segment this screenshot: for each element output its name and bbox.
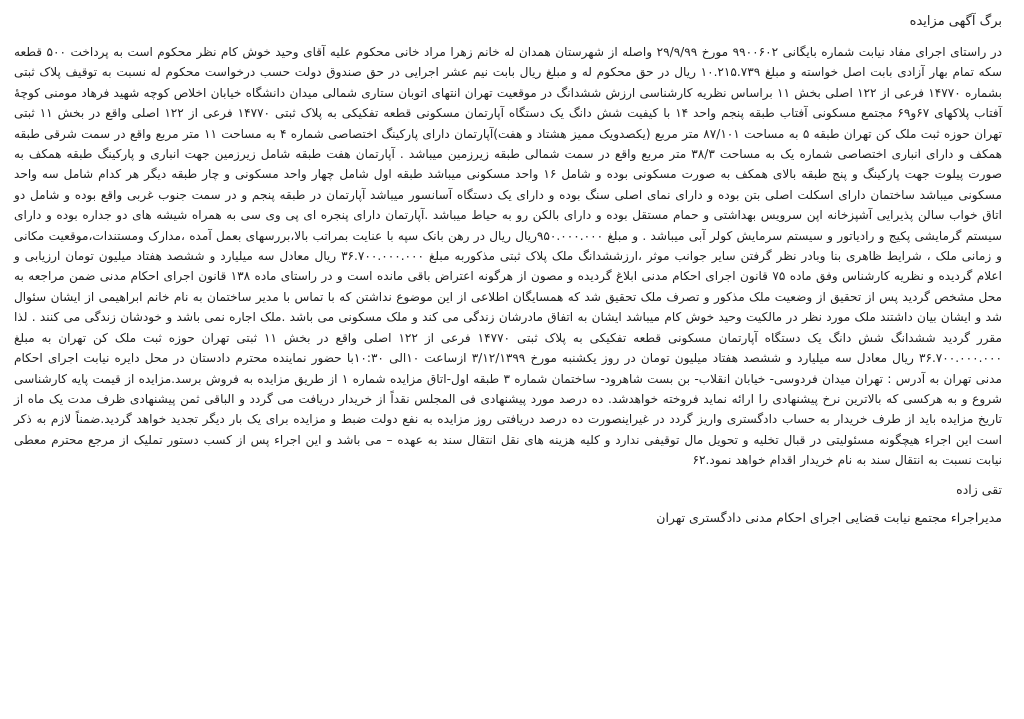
signer-office: مدیراجراء مجتمع نیابت قضایی اجرای احکام مدنی دادگستری تهران: [656, 509, 1002, 525]
notice-title: برگ آگهی مزایده: [909, 14, 1002, 29]
notice-body: در راستای اجرای مفاد نیابت شماره بایگانی ۹۹۰۰۶۰۲ مورخ ۲۹/۹/۹۹ واصله از شهرستان همدان له خانم زهرا مراد خانی محکوم علیه آقای وحید خوش کام نظر محکوم است به پرداخت ۵۰۰ قطعه سکه تمام بهار آزادی بابت اصل خواسته و مبلغ ۱۰.۲۱۵.۷۳۹ ریال در حق محکوم له و مبلغ ریال بابت نیم عشر اجرایی در حق صندوق دولت حسب درخواست محکوم له نسبت به توقیف پلاک ثبتی بشماره ۱۴۷۷۰ فرعی از ۱۲۲ اصلی بخش ۱۱ براساس نظریه کارشناسی ارزش ششدانگ در موقعیت تهران انتهای اتوبان ستاری شمالی میدان دانشگاه خیابان اخلاص کوچه شهید فرهاد مومنی کوچهٔ آفتاب پلاکهای ۶۷و۶۹ مجتمع مسکونی آفتاب طبقه پنجم واحد ۱۴ با کیفیت شش دانگ یک دستگاه آپارتمان مسکونی قطعه تفکیکی به پلاک ثبتی ۱۴۷۷۰ فرعی از ۱۲۲ اصلی واقع در بخش ۱۱ ثبتی تهران حوزه ثبت ملک کن تهران طبقه ۵ به مساحت ۸۷/۱۰۱ متر مربع (یکصدویک ممیز هشتاد و هفت)آپارتمان دارای پارکینگ اختصاصی شماره ۴ به مساحت ۱۱ متر مربع واقع در سمت شرقی طبقه همکف و دارای انباری اختصاصی شماره یک به مساحت ۳۸/۳ متر مربع واقع در سمت شمالی طبقه زیرزمین میباشد . آپارتمان هفت طبقه شامل زیرزمین جهت انباری و پارکینگ طبقه همکف به صورت پیلوت جهت پارکینگ و پنج طبقه بالای همکف به صورت مسکونی بوده و شامل ۱۶ واحد مسکونی میباشد طبقه اول شامل چهار واحد مسکونی و چار طبقه دیگر هر کدام شامل سه واحد مسکونی میباشد ساختمان دارای اسکلت اصلی بتن بوده و دارای نمای اصلی سنگ بوده و دارای یک دستگاه آسانسور میباشد آپارتمان در طبقه پنجم و در سمت جنوب غربی واقع بوده و شامل دو اتاق خواب سالن پذیرایی آشپزخانه اپن سرویس بهداشتی و حمام مستقل بوده و دارای بالکن رو به حیاط میباشد .آپارتمان دارای پنجره ای پی وی سی به همراه شیشه های دو جداره بوده و دارای سیستم گرمایشی پکیج و رادیاتور و سیستم سرمایش کولر آبی میباشد . و مبلغ ۹۵۰.۰۰۰.۰۰۰ریال ریال در رهن بانک سپه با عنایت بمراتب بالا،بررسهای بعمل آمده ،مدارک ومستندات،موقعیت مکانی و زمانی ملک ، شرایط ظاهری بنا وبادر نظر گرفتن سایر جوانب موثر ،ارزششدانگ ملک پلاک ثبتی مذکوربه مبلغ ۳۶.۷۰۰.۰۰۰.۰۰۰ ریال معادل سه میلیارد و ششصد هفتاد میلیون تومان ارزیابی و اعلام گردیده و نظریه کارشناس وفق ماده ۷۵ قانون اجرای احکام مدنی ابلاغ گردیده و مصون از هرگونه اعتراض باقی مانده است و در راستای ماده ۱۳۸ قانون اجرای احکام مدنی ضمن مراجعه به محل مشخص گردید پس از تحقیق از وضعیت ملک مذکور و تصرف ملک تحقیق شد که همسایگان اطلاعی از این موضوع نداشتن که با تماس با مدیر ساختمان به نام خانم ابراهیمی از ایشان سئوال شد و ایشان بیان داشتند ملک مورد نظر در مالکیت وحید خوش کام میباشد ایشان به اتفاق مادرشان زندگی می کند و ملک مسکونی می باشد .ملک اجاره نمی باشد و خودشان زندگی می کنند . لذا مقرر گردید ششدانگ شش دانگ یک دستگاه آپارتمان مسکونی قطعه تفکیکی به پلاک ثبتی ۱۴۷۷۰ فرعی از ۱۲۲ اصلی واقع در بخش ۱۱ ثبتی تهران حوزه ثبت ملک کن تهران به مبلغ ۳۶.۷۰۰.۰۰۰.۰۰۰ ریال معادل سه میلیارد و ششصد هفتاد میلیون تومان در روز یکشنبه مورخ ۳/۱۲/۱۳۹۹ ازساعت ۱۰الی ۱۰:۳۰با حضور نماینده محترم دادستان در محل دایره نیابت اجرای احکام مدنی تهران به آدرس : تهران میدان فردوسی- خیابان انقلاب- بن بست شاهرود- ساختمان شماره ۳ طبقه اول-اتاق مزایده شماره ۱ از طریق مزایده به فروش برسد.مزایده از قیمت پایه کارشناسی شروع و به هرکسی که بالاترین نرخ پیشنهادی را ارائه نماید فروخته خواهدشد. ده درصد مورد پیشنهادی فی المجلس نقداً از خریدار دریافت می گردد و الباقی ثمن پیشنهادی ظرف مدت یک ماه از تاریخ مزایده باید از طرف خریدار به حساب دادگستری واریز گردد در غیراینصورت ده درصد دریافتی روز مزایده به نفع دولت ضبط و مزایده برای یک بار دیگر تجدید خواهد گردید.ضمناً لازم به ذکر است این اجراء هیچگونه مسئولیتی در قبال تخلیه و تحویل مال توقیفی ندارد و کلیه هزینه های نقل انتقال سند به عهده – می باشد و این اجراء پس از کسب دستور تملیک از مرجع محترم معطی نیابت نسبت به انتقال سند به نام خریدار اقدام خواهد نمود.۶۲: [14, 45, 1003, 468]
signer-name: تقی زاده: [956, 481, 1002, 497]
